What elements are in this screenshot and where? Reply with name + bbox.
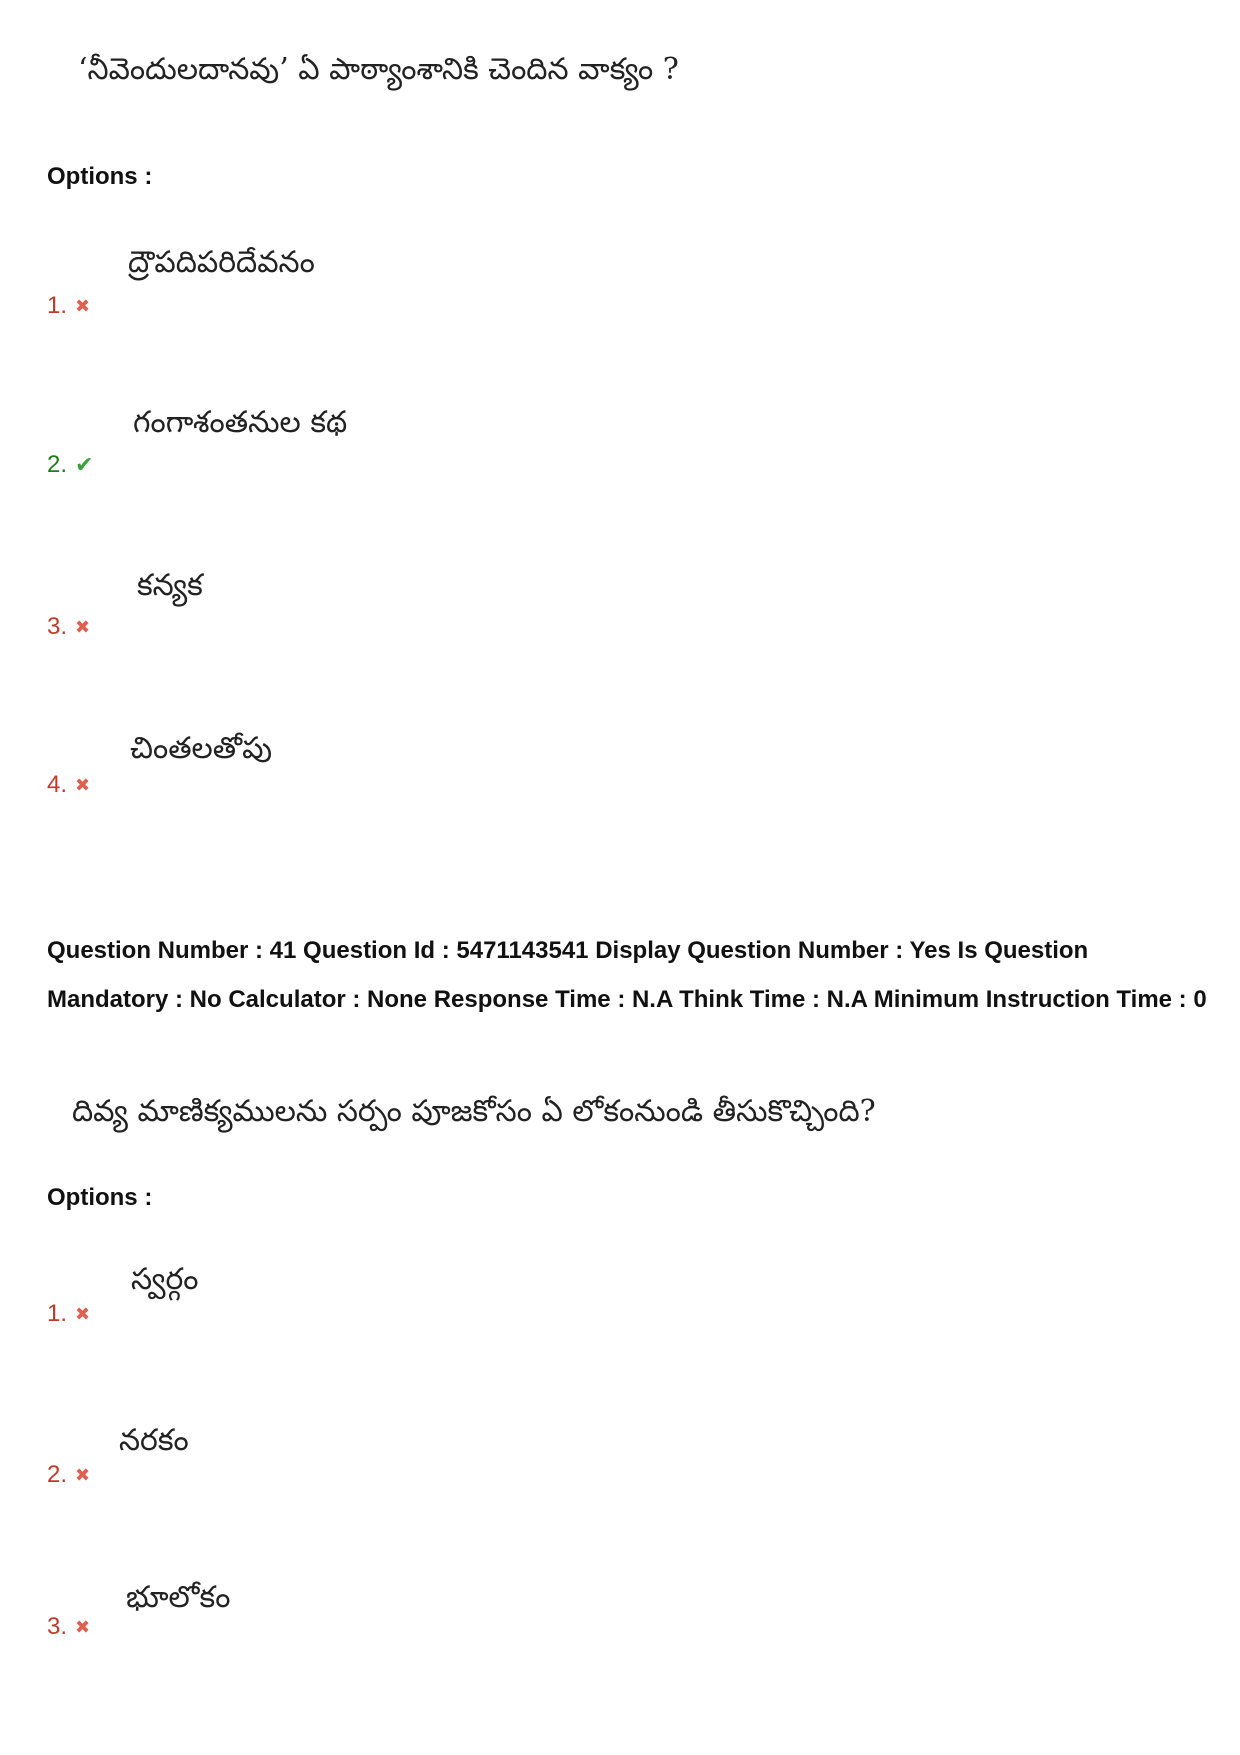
- option-number: [47, 1613, 90, 1641]
- option-number: [47, 771, 90, 799]
- option-text: చింతలతోపు: [130, 731, 273, 766]
- option-text: స్వర్గం: [131, 1262, 199, 1297]
- option-number-label: 4.: [47, 771, 68, 798]
- options-label: Options :: [47, 1184, 153, 1211]
- option-number-label: 3.: [47, 1613, 68, 1640]
- option-number: [47, 1461, 90, 1489]
- cross-icon: ✖: [75, 296, 91, 316]
- option-number: [47, 1300, 90, 1328]
- option-number-label: 1.: [47, 292, 68, 319]
- option-number-label: 2.: [47, 1461, 68, 1488]
- option-number-label: 2.: [47, 451, 68, 478]
- cross-icon: ✖: [75, 1617, 91, 1637]
- cross-icon: ✖: [75, 1465, 91, 1485]
- option-number: [47, 613, 90, 641]
- options-label: Options :: [47, 163, 153, 190]
- cross-icon: ✖: [75, 775, 91, 795]
- option-number-label: 1.: [47, 1300, 68, 1327]
- cross-icon: ✖: [75, 1304, 91, 1324]
- cross-icon: ✖: [75, 617, 91, 637]
- option-text: ద్రౌపదిపరిదేవనం: [128, 245, 315, 280]
- question-text: ‘నీవెందులదానవు’ ఏ పాఠ్యాంశానికి చెందిన వాక్యం ?: [78, 52, 679, 87]
- option-number: [47, 292, 90, 320]
- option-number: [47, 451, 93, 479]
- question-text: దివ్య మాణిక్యములను సర్పం పూజకోసం ఏ లోకంనుండి తీసుకొచ్చింది?: [72, 1094, 876, 1129]
- option-text: గంగాశంతనుల కథ: [133, 405, 348, 440]
- option-text: భూలోకం: [126, 1580, 231, 1615]
- option-number-label: 3.: [47, 613, 68, 640]
- check-icon: ✔: [75, 452, 94, 477]
- option-text: కన్యక: [137, 568, 203, 603]
- question-meta: Question Number : 41 Question Id : 5471143541 Display Question Number : Yes Is Question Mandatory : No Calculator : None Response Time : N.A Think Time : N.A Minimum Instruction Time : 0: [47, 937, 1207, 1013]
- option-text: నరకం: [119, 1423, 189, 1458]
